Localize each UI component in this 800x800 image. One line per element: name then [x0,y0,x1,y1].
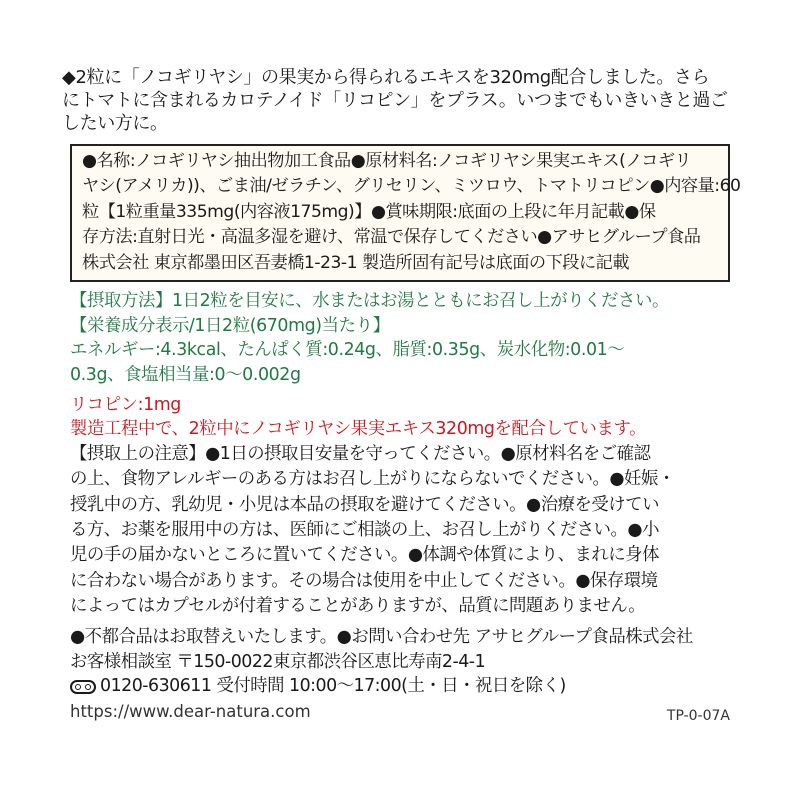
contact-address: お客様相談室 〒150-0022東京都渋谷区恵比寿南2-4-1 [70,651,486,672]
caution-section [70,442,742,619]
intro-line: にトマトに含まれるカロテノイド「リコピン」をプラス。いつまでもいきいきと過ご [62,90,728,111]
caution-line: 授乳中の方、乳幼児・小児は本品の摂取を避けてください。●治療を受けてい [70,494,659,515]
info-line: ヤシ(アメリカ))、ごま油/ゼラチン、グリセリン、ミツロウ、トマトリコピン●内容量:60 [82,176,741,197]
info-line: ●名称:ノコギリヤシ抽出物加工食品●原材料名:ノコギリヤシ果実エキス(ノコギリ [82,151,692,171]
nutrition-heading: 【栄養成分表示/1日2粒(670mg)当たり】 [70,315,390,336]
info-line: 株式会社 東京都墨田区吾妻橋1-23-1 製造所固有記号は底面の下段に記載 [82,252,630,273]
nutrition-line: エネルギー:4.3kcal、たんぱく質:0.24g、脂質:0.35g、炭水化物:0.01～ [70,340,625,361]
footer [70,702,730,724]
caution-line: 児の手の届かないところに置いてください。●体調や体質により、まれに身体 [70,545,659,566]
intro-line: ◆2粒に「ノコギリヤシ」の果実から得られるエキスを320mg配合しました。さら [62,67,710,88]
freedial-icon [70,680,96,694]
product-label [62,66,742,699]
intro-text [62,66,742,135]
nutrition-line: 0.3g、食塩相当量:0～0.002g [70,364,301,385]
website-url[interactable]: https://www.dear-natura.com [70,702,311,721]
intake-method: 【摂取方法】1日2粒を目安に、水またはお湯とともにお召し上がりください。 [70,291,670,312]
lycopene-amount: リコピン:1mg [70,395,181,416]
info-line: 存方法:直射日光・高温多湿を避け、常温で保存してください●アサヒグループ食品 [82,227,701,248]
info-line: 粒【1粒重量335mg(内容液175mg)】●賞味期限:底面の上段に年月記載●保 [82,201,656,222]
phone-text: 0120-630611 受付時間 10:00～17:00(土・日・祝日を除く) [100,676,566,697]
manufacturing-note: 製造工程中で、2粒中にノコギリヤシ果実エキス320mgを配合しています。 [70,418,647,439]
contact-section [70,625,742,699]
intro-line: したい方に。 [62,113,168,134]
caution-line: に合わない場合があります。その場合は使用を中止してください。●保存環境 [70,570,658,591]
caution-line: る方、お薬を服用中の方は、医師にご相談の上、お召し上がりください。●小 [70,519,659,540]
product-code: TP-0-07A [666,708,730,724]
caution-line: によってはカプセルが付着することがありますが、品質に問題ありません。 [70,595,646,616]
contact-phone [70,674,742,699]
lycopene-info [70,394,742,441]
caution-line: 【摂取上の注意】●1日の摂取目安量を守ってください。●原材料名をご確認 [70,444,651,465]
contact-line: ●不都合品はお取替えいたします。●お問い合わせ先 アサヒグループ食品株式会社 [70,627,693,648]
product-info-box [70,144,741,282]
intake-and-nutrition [70,289,742,387]
caution-line: の上、食物アレルギーのある方はお召し上がりにならないでください。●妊娠・ [70,469,675,490]
